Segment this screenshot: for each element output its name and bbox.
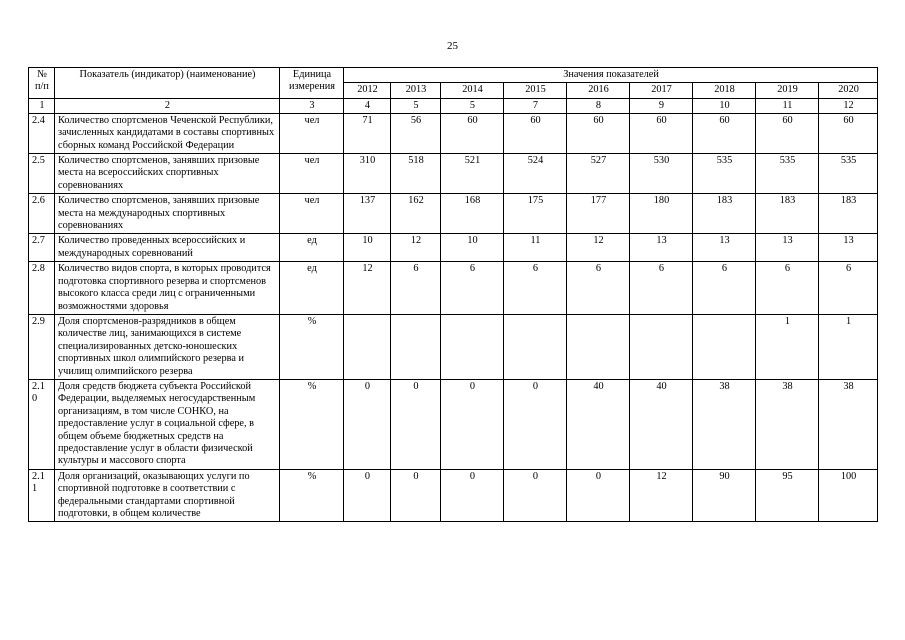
row-value: 60 bbox=[693, 113, 756, 153]
row-value: 12 bbox=[630, 469, 693, 522]
header-row bbox=[29, 68, 878, 83]
header-year: 2018 bbox=[693, 83, 756, 98]
row-value: 10 bbox=[344, 234, 391, 262]
row-value: 6 bbox=[630, 262, 693, 315]
row-number: 2.4 bbox=[29, 113, 55, 153]
row-unit: % bbox=[280, 469, 344, 522]
column-index: 5 bbox=[391, 98, 441, 113]
column-index: 2 bbox=[55, 98, 280, 113]
row-value: 60 bbox=[756, 113, 819, 153]
row-value: 535 bbox=[693, 154, 756, 194]
row-value: 1 bbox=[756, 314, 819, 379]
row-value: 13 bbox=[630, 234, 693, 262]
header-year: 2014 bbox=[441, 83, 504, 98]
row-value: 38 bbox=[693, 379, 756, 469]
column-index: 9 bbox=[630, 98, 693, 113]
row-indicator: Количество спортсменов, занявших призовые места на международных спортивных соревнованиях bbox=[55, 194, 280, 234]
row-value: 13 bbox=[693, 234, 756, 262]
row-value: 162 bbox=[391, 194, 441, 234]
table-row bbox=[29, 194, 878, 234]
row-value: 137 bbox=[344, 194, 391, 234]
row-value bbox=[504, 314, 567, 379]
header-year: 2013 bbox=[391, 83, 441, 98]
row-value: 535 bbox=[819, 154, 878, 194]
row-value: 100 bbox=[819, 469, 878, 522]
row-unit: чел bbox=[280, 194, 344, 234]
column-index: 4 bbox=[344, 98, 391, 113]
row-unit: % bbox=[280, 314, 344, 379]
header-year: 2016 bbox=[567, 83, 630, 98]
row-value: 310 bbox=[344, 154, 391, 194]
row-number: 2.1 0 bbox=[29, 379, 55, 469]
row-value: 518 bbox=[391, 154, 441, 194]
table-row bbox=[29, 113, 878, 153]
header-year: 2012 bbox=[344, 83, 391, 98]
row-value: 183 bbox=[756, 194, 819, 234]
row-value: 0 bbox=[504, 379, 567, 469]
row-value bbox=[441, 314, 504, 379]
table-row bbox=[29, 154, 878, 194]
row-value: 0 bbox=[344, 469, 391, 522]
row-value: 183 bbox=[693, 194, 756, 234]
row-indicator: Количество спортсменов Чеченской Республики, зачисленных кандидатами в составы спортивных сборных команд Российской Федерации bbox=[55, 113, 280, 153]
row-value: 168 bbox=[441, 194, 504, 234]
header-indicator: Показатель (индикатор) (наименование) bbox=[55, 68, 280, 99]
column-index: 5 bbox=[441, 98, 504, 113]
column-index: 11 bbox=[756, 98, 819, 113]
row-value: 38 bbox=[819, 379, 878, 469]
row-value: 0 bbox=[504, 469, 567, 522]
row-number: 2.6 bbox=[29, 194, 55, 234]
table-row bbox=[29, 262, 878, 315]
table-row bbox=[29, 314, 878, 379]
row-value: 6 bbox=[441, 262, 504, 315]
row-value: 60 bbox=[504, 113, 567, 153]
row-unit: ед bbox=[280, 262, 344, 315]
row-value: 38 bbox=[756, 379, 819, 469]
row-unit: чел bbox=[280, 154, 344, 194]
row-value: 527 bbox=[567, 154, 630, 194]
row-value: 11 bbox=[504, 234, 567, 262]
row-value: 13 bbox=[756, 234, 819, 262]
row-number: 2.1 1 bbox=[29, 469, 55, 522]
row-value: 6 bbox=[693, 262, 756, 315]
row-value: 180 bbox=[630, 194, 693, 234]
row-number: 2.7 bbox=[29, 234, 55, 262]
row-value: 60 bbox=[567, 113, 630, 153]
row-value: 177 bbox=[567, 194, 630, 234]
row-value: 56 bbox=[391, 113, 441, 153]
row-indicator: Доля организаций, оказывающих услуги по спортивной подготовке в соответствии с федеральными стандартами спортивной подготовки, в общем количестве bbox=[55, 469, 280, 522]
row-value: 535 bbox=[756, 154, 819, 194]
column-index: 3 bbox=[280, 98, 344, 113]
table-row bbox=[29, 469, 878, 522]
header-values-group: Значения показателей bbox=[344, 68, 878, 83]
row-value: 0 bbox=[567, 469, 630, 522]
row-value: 10 bbox=[441, 234, 504, 262]
row-value: 60 bbox=[630, 113, 693, 153]
indicators-table bbox=[28, 67, 878, 522]
row-value: 521 bbox=[441, 154, 504, 194]
table-row bbox=[29, 234, 878, 262]
page-number: 25 bbox=[447, 40, 458, 52]
row-value bbox=[567, 314, 630, 379]
column-index: 10 bbox=[693, 98, 756, 113]
row-value: 60 bbox=[441, 113, 504, 153]
column-index: 1 bbox=[29, 98, 55, 113]
row-value: 40 bbox=[630, 379, 693, 469]
row-value: 6 bbox=[819, 262, 878, 315]
row-value: 183 bbox=[819, 194, 878, 234]
row-number: 2.5 bbox=[29, 154, 55, 194]
column-index-row bbox=[29, 98, 878, 113]
column-index: 7 bbox=[504, 98, 567, 113]
row-value bbox=[630, 314, 693, 379]
column-index: 8 bbox=[567, 98, 630, 113]
row-value: 12 bbox=[567, 234, 630, 262]
header-year: 2020 bbox=[819, 83, 878, 98]
row-value: 6 bbox=[567, 262, 630, 315]
header-year: 2017 bbox=[630, 83, 693, 98]
column-index: 12 bbox=[819, 98, 878, 113]
row-indicator: Доля средств бюджета субъекта Российской Федерации, выделяемых негосударственным организациям, в том числе СОНКО, на предоставление услуг в социальной сфере, в общем объеме бюджетных средств на предоставление услуг в области физической культуры и массового спорта bbox=[55, 379, 280, 469]
row-value: 40 bbox=[567, 379, 630, 469]
row-value: 0 bbox=[391, 379, 441, 469]
row-value bbox=[391, 314, 441, 379]
row-value: 6 bbox=[756, 262, 819, 315]
header-year: 2019 bbox=[756, 83, 819, 98]
row-indicator: Количество спортсменов, занявших призовые места на всероссийских спортивных соревнованиях bbox=[55, 154, 280, 194]
row-value: 6 bbox=[391, 262, 441, 315]
row-value: 0 bbox=[391, 469, 441, 522]
row-value bbox=[344, 314, 391, 379]
row-value: 90 bbox=[693, 469, 756, 522]
row-value: 6 bbox=[504, 262, 567, 315]
row-value: 12 bbox=[391, 234, 441, 262]
row-value: 13 bbox=[819, 234, 878, 262]
row-indicator: Количество проведенных всероссийских и международных соревнований bbox=[55, 234, 280, 262]
row-unit: чел bbox=[280, 113, 344, 153]
row-value: 0 bbox=[441, 379, 504, 469]
row-value: 12 bbox=[344, 262, 391, 315]
header-unit: Единица измерения bbox=[280, 68, 344, 99]
row-value: 524 bbox=[504, 154, 567, 194]
table-row bbox=[29, 379, 878, 469]
row-unit: ед bbox=[280, 234, 344, 262]
row-value: 175 bbox=[504, 194, 567, 234]
row-value: 95 bbox=[756, 469, 819, 522]
row-indicator: Количество видов спорта, в которых проводится подготовка спортивного резерва и спортсменов высокого класса среди лиц с ограниченными возможностями здоровья bbox=[55, 262, 280, 315]
row-unit: % bbox=[280, 379, 344, 469]
row-value: 1 bbox=[819, 314, 878, 379]
row-value: 0 bbox=[441, 469, 504, 522]
row-value bbox=[693, 314, 756, 379]
row-number: 2.8 bbox=[29, 262, 55, 315]
row-value: 0 bbox=[344, 379, 391, 469]
row-number: 2.9 bbox=[29, 314, 55, 379]
header-year: 2015 bbox=[504, 83, 567, 98]
header-num: № п/п bbox=[29, 68, 55, 99]
row-indicator: Доля спортсменов-разрядников в общем количестве лиц, занимающихся в системе специализированных детско-юношеских спортивных школ олимпийского резерва и училищ олимпийского резерва bbox=[55, 314, 280, 379]
row-value: 530 bbox=[630, 154, 693, 194]
row-value: 71 bbox=[344, 113, 391, 153]
row-value: 60 bbox=[819, 113, 878, 153]
